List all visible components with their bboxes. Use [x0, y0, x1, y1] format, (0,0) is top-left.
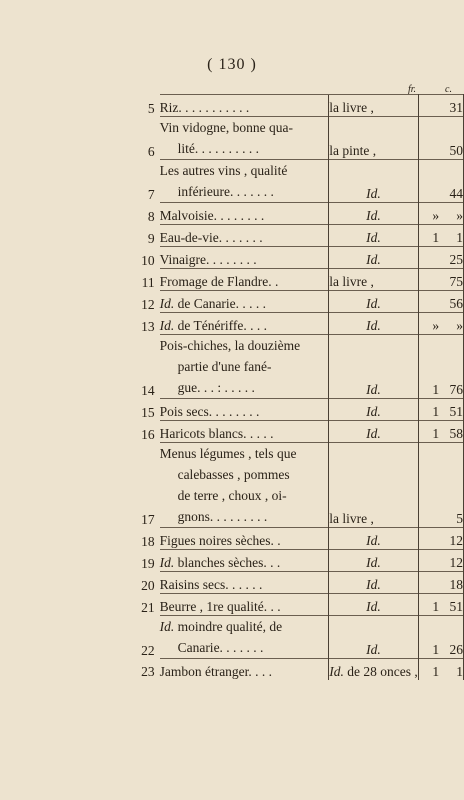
table-row	[128, 421, 464, 443]
entry-description: Pois-chiches, la douzième partie d'une fané- gue. . . : . . . . .	[160, 335, 329, 399]
entry-measure: la pinte ,	[329, 117, 418, 160]
page-number: ( 130 )	[207, 56, 257, 73]
entry-number: 6	[147, 143, 155, 159]
entry-francs	[418, 572, 439, 594]
entry-francs: 1	[418, 659, 439, 681]
entry-centimes: 51	[439, 399, 463, 421]
entry-number: 5	[147, 100, 155, 116]
entry-description: Figues noires sèches. .	[160, 528, 329, 550]
entry-number: 17	[141, 511, 155, 527]
entry-number: 7	[147, 186, 155, 202]
entry-description: Malvoisie. . . . . . . .	[160, 203, 329, 225]
entry-description: Menus légumes , tels que calebasses , pommes de terre , choux , oi- gnons. . . . . . . . .	[160, 443, 329, 528]
entry-francs	[418, 291, 439, 313]
entry-centimes: 44	[439, 160, 463, 203]
table-row	[128, 443, 464, 528]
entry-francs: 1	[418, 225, 439, 247]
entry-number: 10	[141, 252, 155, 268]
entry-description: Riz. . . . . . . . . . .	[160, 95, 329, 117]
entry-centimes: 56	[439, 291, 463, 313]
table-row	[128, 313, 464, 335]
entry-description: Jambon étranger. . . .	[160, 659, 329, 681]
entry-measure: Id.	[329, 594, 418, 616]
entry-centimes: 18	[439, 572, 463, 594]
entry-francs	[418, 95, 439, 117]
entry-measure: Id.	[329, 291, 418, 313]
entry-measure: Id.	[329, 550, 418, 572]
entry-francs: 1	[418, 594, 439, 616]
entry-number: 8	[147, 208, 155, 224]
entry-description: Fromage de Flandre. .	[160, 269, 329, 291]
entry-francs	[418, 117, 439, 160]
table-row	[128, 203, 464, 225]
entry-measure: la livre ,	[329, 95, 418, 117]
table-row	[128, 550, 464, 572]
table-row	[128, 335, 464, 399]
entry-centimes: 1	[439, 659, 463, 681]
entry-description: Id. moindre qualité, de Canarie. . . . . . .	[160, 616, 329, 659]
entry-centimes: 26	[439, 616, 463, 659]
entry-measure: Id. de 28 onces ,	[329, 659, 418, 681]
entry-description: Id. de Canarie. . . . .	[160, 291, 329, 313]
table-row	[128, 160, 464, 203]
entry-francs	[418, 160, 439, 203]
entry-measure: Id.	[329, 399, 418, 421]
entry-measure: Id.	[329, 335, 418, 399]
entry-centimes: 58	[439, 421, 463, 443]
table-row	[128, 594, 464, 616]
francs-column-header: fr.	[408, 84, 417, 95]
centimes-column-header: c.	[445, 84, 452, 95]
entry-number: 14	[141, 382, 155, 398]
entry-centimes: 50	[439, 117, 463, 160]
table-row	[128, 528, 464, 550]
entry-number: 19	[141, 555, 155, 571]
entry-number: 22	[141, 642, 155, 658]
entry-description: Raisins secs. . . . . .	[160, 572, 329, 594]
table-row	[128, 572, 464, 594]
entry-centimes: 12	[439, 550, 463, 572]
entry-measure: Id.	[329, 203, 418, 225]
entry-number: 16	[141, 426, 155, 442]
entry-francs	[418, 443, 439, 528]
entry-measure: Id.	[329, 616, 418, 659]
entry-measure: Id.	[329, 421, 418, 443]
entry-description: Eau-de-vie. . . . . . .	[160, 225, 329, 247]
entry-centimes: 5	[439, 443, 463, 528]
entry-number: 12	[141, 296, 155, 312]
entry-francs: 1	[418, 421, 439, 443]
entry-francs: 1	[418, 335, 439, 399]
entry-centimes: »	[439, 203, 463, 225]
entry-measure: Id.	[329, 225, 418, 247]
entry-centimes: 76	[439, 335, 463, 399]
price-table	[128, 94, 464, 680]
table-row	[128, 95, 464, 117]
entry-description: Haricots blancs. . . . .	[160, 421, 329, 443]
entry-francs: 1	[418, 399, 439, 421]
table-row	[128, 399, 464, 421]
entry-number: 21	[141, 599, 155, 615]
entry-description: Vinaigre. . . . . . . .	[160, 247, 329, 269]
entry-francs: »	[418, 203, 439, 225]
entry-measure: la livre ,	[329, 443, 418, 528]
entry-measure: la livre ,	[329, 269, 418, 291]
entry-francs	[418, 550, 439, 572]
entry-centimes: 12	[439, 528, 463, 550]
entry-number: 15	[141, 404, 155, 420]
entry-description: Vin vidogne, bonne qua- lité. . . . . . . . . .	[160, 117, 329, 160]
entry-number: 11	[141, 274, 155, 290]
table-row	[128, 616, 464, 659]
table-row	[128, 269, 464, 291]
entry-description: Pois secs. . . . . . . .	[160, 399, 329, 421]
entry-centimes: 31	[439, 95, 463, 117]
entry-description: Les autres vins , qualité inférieure. . . . . . .	[160, 160, 329, 203]
entry-number: 13	[141, 318, 155, 334]
table-row	[128, 247, 464, 269]
table-row	[128, 225, 464, 247]
entry-number: 20	[141, 577, 155, 593]
entry-number: 23	[141, 664, 155, 679]
entry-description: Id. blanches sèches. . .	[160, 550, 329, 572]
table-row	[128, 291, 464, 313]
entry-description: Id. de Ténériffe. . . .	[160, 313, 329, 335]
entry-centimes: 1	[439, 225, 463, 247]
entry-centimes: 25	[439, 247, 463, 269]
entry-number: 9	[147, 230, 155, 246]
entry-measure: Id.	[329, 160, 418, 203]
entry-francs	[418, 528, 439, 550]
entry-francs: »	[418, 313, 439, 335]
entry-measure: Id.	[329, 313, 418, 335]
entry-centimes: 75	[439, 269, 463, 291]
entry-francs	[418, 247, 439, 269]
table-row	[128, 659, 464, 681]
entry-measure: Id.	[329, 572, 418, 594]
entry-francs: 1	[418, 616, 439, 659]
entry-measure: Id.	[329, 528, 418, 550]
entry-number: 18	[141, 533, 155, 549]
entry-description: Beurre , 1re qualité. . .	[160, 594, 329, 616]
entry-centimes: »	[439, 313, 463, 335]
entry-francs	[418, 269, 439, 291]
entry-measure: Id.	[329, 247, 418, 269]
entry-centimes: 51	[439, 594, 463, 616]
table-row	[128, 117, 464, 160]
